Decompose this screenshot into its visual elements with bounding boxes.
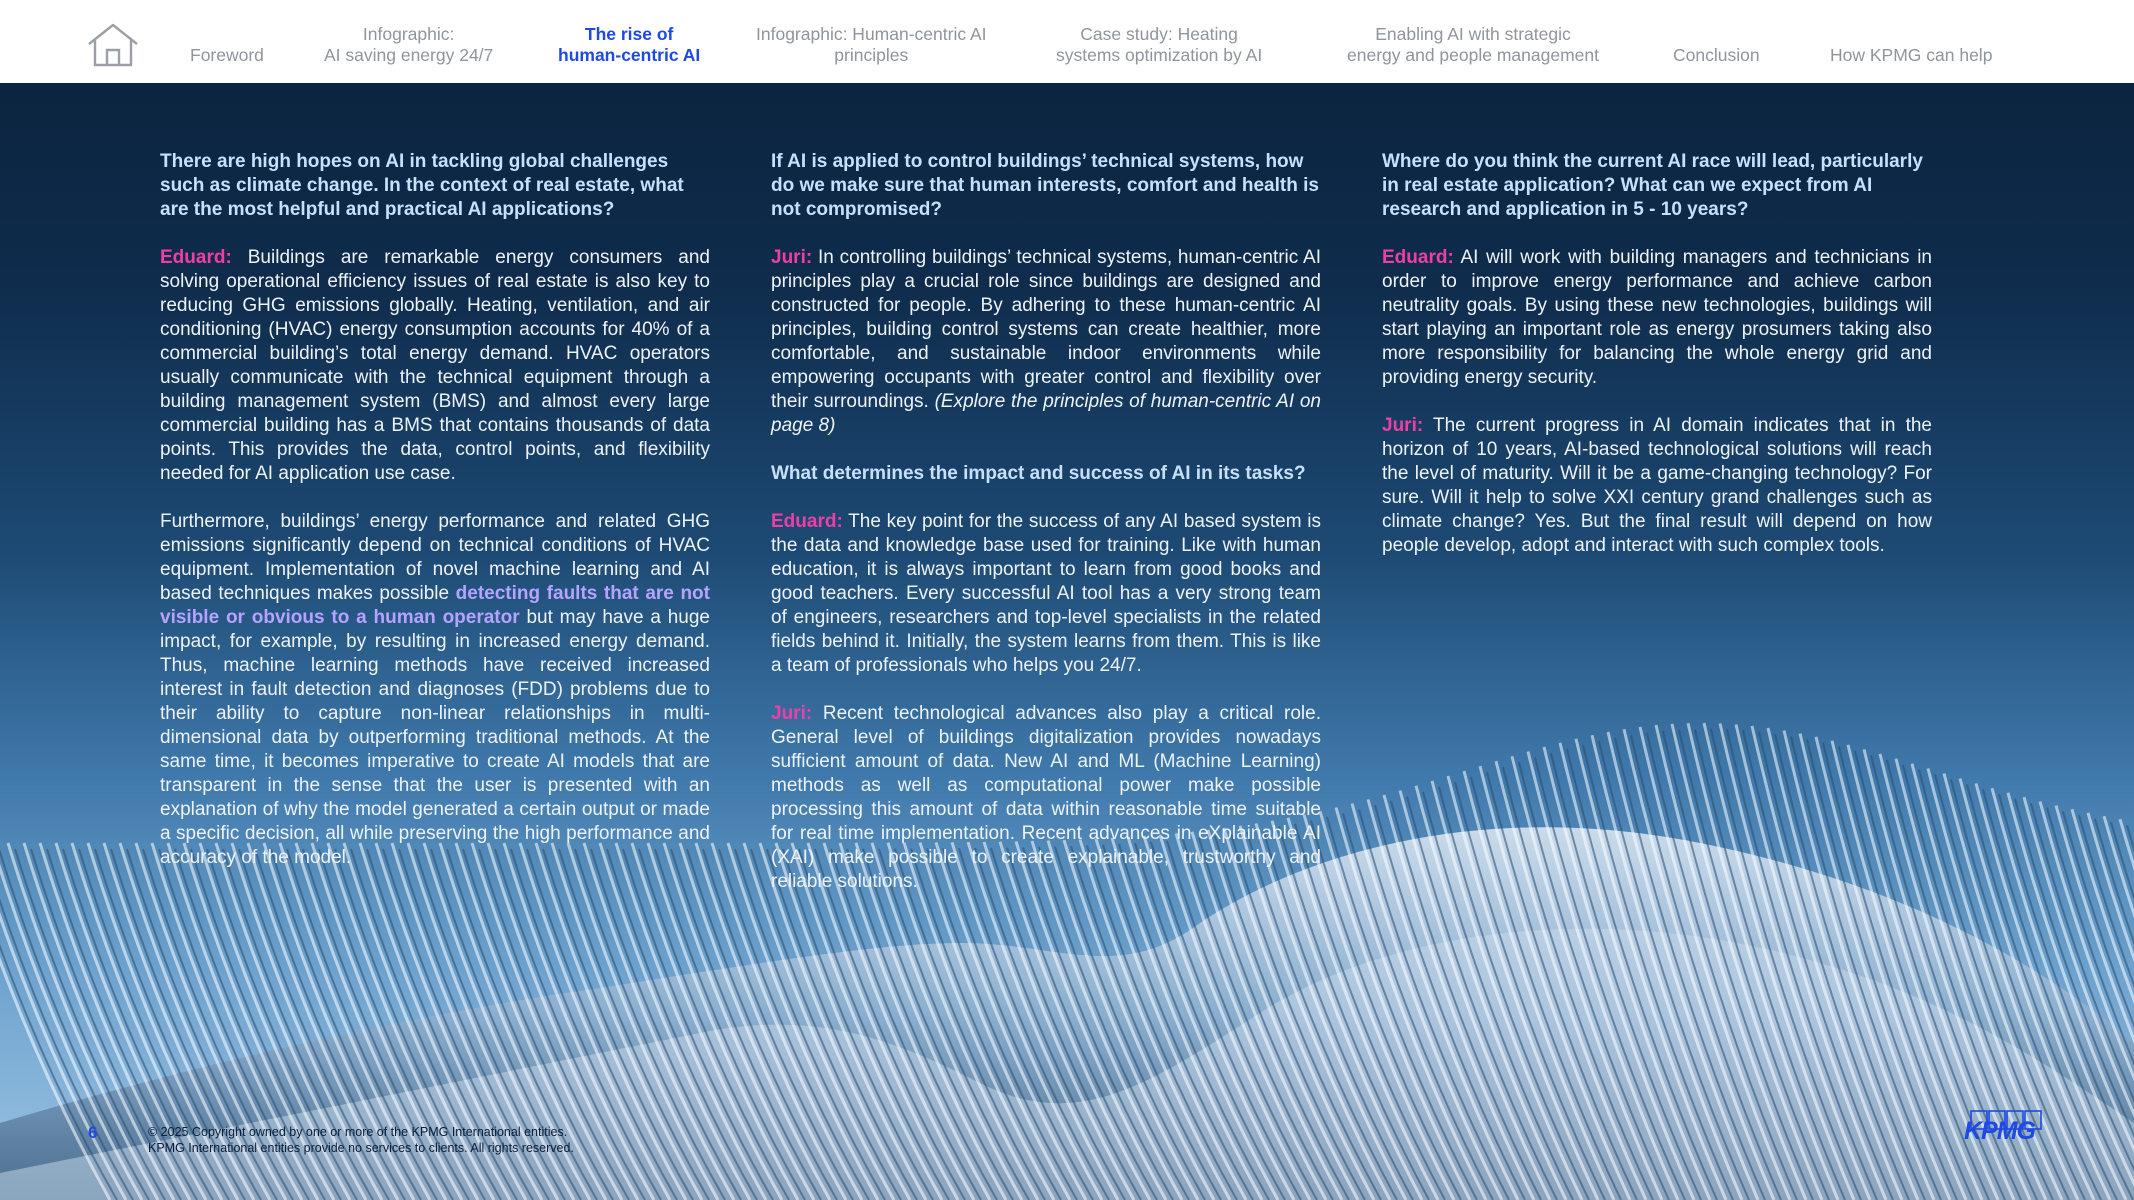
answer-text: Furthermore, buildings’ energy performance and related GHG emissions significantly depend on technical conditions of HVAC equipment. Implementation of novel machine learning and AI based techniques makes possible xyxy=(160,511,710,604)
question-ai-applications: There are high hopes on AI in tackling global challenges such as climate change. In the context of real estate, what are the most helpful and practical AI applications? xyxy=(160,151,684,220)
nav-foreword[interactable] xyxy=(190,45,264,66)
speaker-label: Juri: xyxy=(1382,415,1424,436)
nav-how-kpmg-can-help[interactable] xyxy=(1830,45,1992,66)
question-ai-race: Where do you think the current AI race will lead, particularly in real estate application? What can we expect from AI research and application in 5 - 10 years? xyxy=(1382,151,1923,220)
copyright-line: © 2025 Copyright owned by one or more of the KPMG International entities. xyxy=(148,1125,568,1139)
nav-label: human-centric AI xyxy=(558,45,701,65)
answer-paragraph xyxy=(160,246,710,486)
kpmg-logo-wordmark: KPMG xyxy=(1964,1117,2035,1145)
nav-label: systems optimization by AI xyxy=(1056,45,1263,65)
page-reference: (Explore the principles of human-centric AI on page 8) xyxy=(771,391,1321,436)
nav-label: Infographic: Human-centric AI xyxy=(756,24,987,44)
nav-label: Foreword xyxy=(190,45,264,65)
nav-label: Enabling AI with strategic xyxy=(1375,24,1571,44)
nav-label: The rise of xyxy=(584,24,674,44)
nav-rise-of-human-centric-ai[interactable] xyxy=(558,24,700,66)
speaker-label: Eduard: xyxy=(771,511,843,532)
column-left xyxy=(160,150,710,894)
answer-paragraph xyxy=(160,510,710,870)
nav-enabling-ai[interactable] xyxy=(1347,24,1599,66)
copyright-line: KPMG International entities provide no services to clients. All rights reserved. xyxy=(148,1141,574,1155)
highlighted-text: detecting faults that are not visible or obvious to a human operator xyxy=(160,583,710,628)
nav-case-study[interactable] xyxy=(1056,24,1262,66)
question-impact-success: What determines the impact and success of AI in its tasks? xyxy=(771,463,1306,484)
speaker-label: Juri: xyxy=(771,703,813,724)
answer-text: Buildings are remarkable energy consumers and solving operational efficiency issues of real estate is also key to reducing GHG emissions globally. Heating, ventilation, and air conditioning (HVAC) energy consumption accounts for 40% of a commercial building’s total energy demand. HVAC operators usually communicate with the technical equipment through a building management system (BMS) and almost every large commercial building has a BMS that contains thousands of data points. This provides the data, control points, and flexibility needed for AI application use case. xyxy=(160,247,710,484)
answer-text: The current progress in AI domain indicates that in the horizon of 10 years, AI-based technological solutions will reach the level of maturity. Will it be a game-changing technology? For sure. Will it help to solve XXI century grand challenges such as climate change? Yes. But the final result will depend on how people develop, adopt and interact with such complex tools. xyxy=(1382,415,1932,556)
nav-label: Conclusion xyxy=(1673,45,1760,65)
answer-paragraph xyxy=(1382,246,1932,390)
answer-text: The key point for the success of any AI based system is the data and knowledge base used for training. Like with human education, it is always important to learn from good books and good teachers. Every successful AI tool has a very strong team of engineers, researchers and top-level specialists in the related fields behind it. Initially, the system learns from them. This is like a team of professionals who helps you 24/7. xyxy=(771,511,1321,676)
nav-label: Case study: Heating xyxy=(1080,24,1238,44)
home-icon[interactable] xyxy=(86,22,140,68)
answer-paragraph xyxy=(771,510,1321,678)
answer-text: but may have a huge impact, for example, by resulting in increased energy demand. Thus, machine learning methods have received increased interest in fault detection and diagnoses (FDD) problems due to their ability to capture non-linear relationships in multi-dimensional data by outperforming traditional methods. At the same time, it becomes imperative to create AI models that are transparent in the sense that the user is presented with an explanation of why the model generated a certain output or made a specific decision, all while preserving the high performance and accuracy of the model. xyxy=(160,607,710,868)
top-navigation xyxy=(0,0,2134,83)
question-human-interests: If AI is applied to control buildings’ technical systems, how do we make sure that human interests, comfort and health is not compromised? xyxy=(771,151,1319,220)
page-number: 6 xyxy=(88,1123,98,1142)
answer-text: In controlling buildings’ technical systems, human-centric AI principles play a crucial role since buildings are designed and constructed for people. By adhering to these human-centric AI principles, building control systems can create healthier, more comfortable, and sustainable indoor environments while empowering occupants with greater control and flexibility over their surroundings. xyxy=(771,247,1321,412)
nav-label: principles xyxy=(834,45,909,65)
answer-text: AI will work with building managers and technicians in order to improve energy performance and achieve carbon neutrality goals. By using these new technologies, buildings will start playing an important role as energy prosumers taking also more responsibility for balancing the whole energy grid and providing energy security. xyxy=(1382,247,1932,388)
nav-conclusion[interactable] xyxy=(1673,45,1760,66)
column-right xyxy=(1382,150,1932,582)
kpmg-logo xyxy=(1964,1108,2044,1148)
nav-label: How KPMG can help xyxy=(1830,45,1993,65)
column-middle xyxy=(771,150,1321,918)
speaker-label: Eduard: xyxy=(1382,247,1454,268)
copyright-notice xyxy=(148,1124,574,1156)
nav-label: AI saving energy 24/7 xyxy=(324,45,494,65)
answer-paragraph xyxy=(771,702,1321,894)
nav-infographic-energy[interactable] xyxy=(324,24,493,66)
nav-label: Infographic: xyxy=(362,24,455,44)
speaker-label: Juri: xyxy=(771,247,813,268)
answer-paragraph xyxy=(771,246,1321,438)
answer-text: Recent technological advances also play a critical role. General level of buildings digitalization provides nowadays sufficient amount of data. New AI and ML (Machine Learning) methods as well as computational power make possible processing this amount of data within reasonable time suitable for real time implementation. Recent advances in eXplainable AI (XAI) make possible to create explainable, trustworthy and reliable solutions. xyxy=(771,703,1321,892)
nav-infographic-principles[interactable] xyxy=(756,24,987,66)
nav-label: energy and people management xyxy=(1347,45,1599,65)
speaker-label: Eduard: xyxy=(160,247,232,268)
answer-paragraph xyxy=(1382,414,1932,558)
